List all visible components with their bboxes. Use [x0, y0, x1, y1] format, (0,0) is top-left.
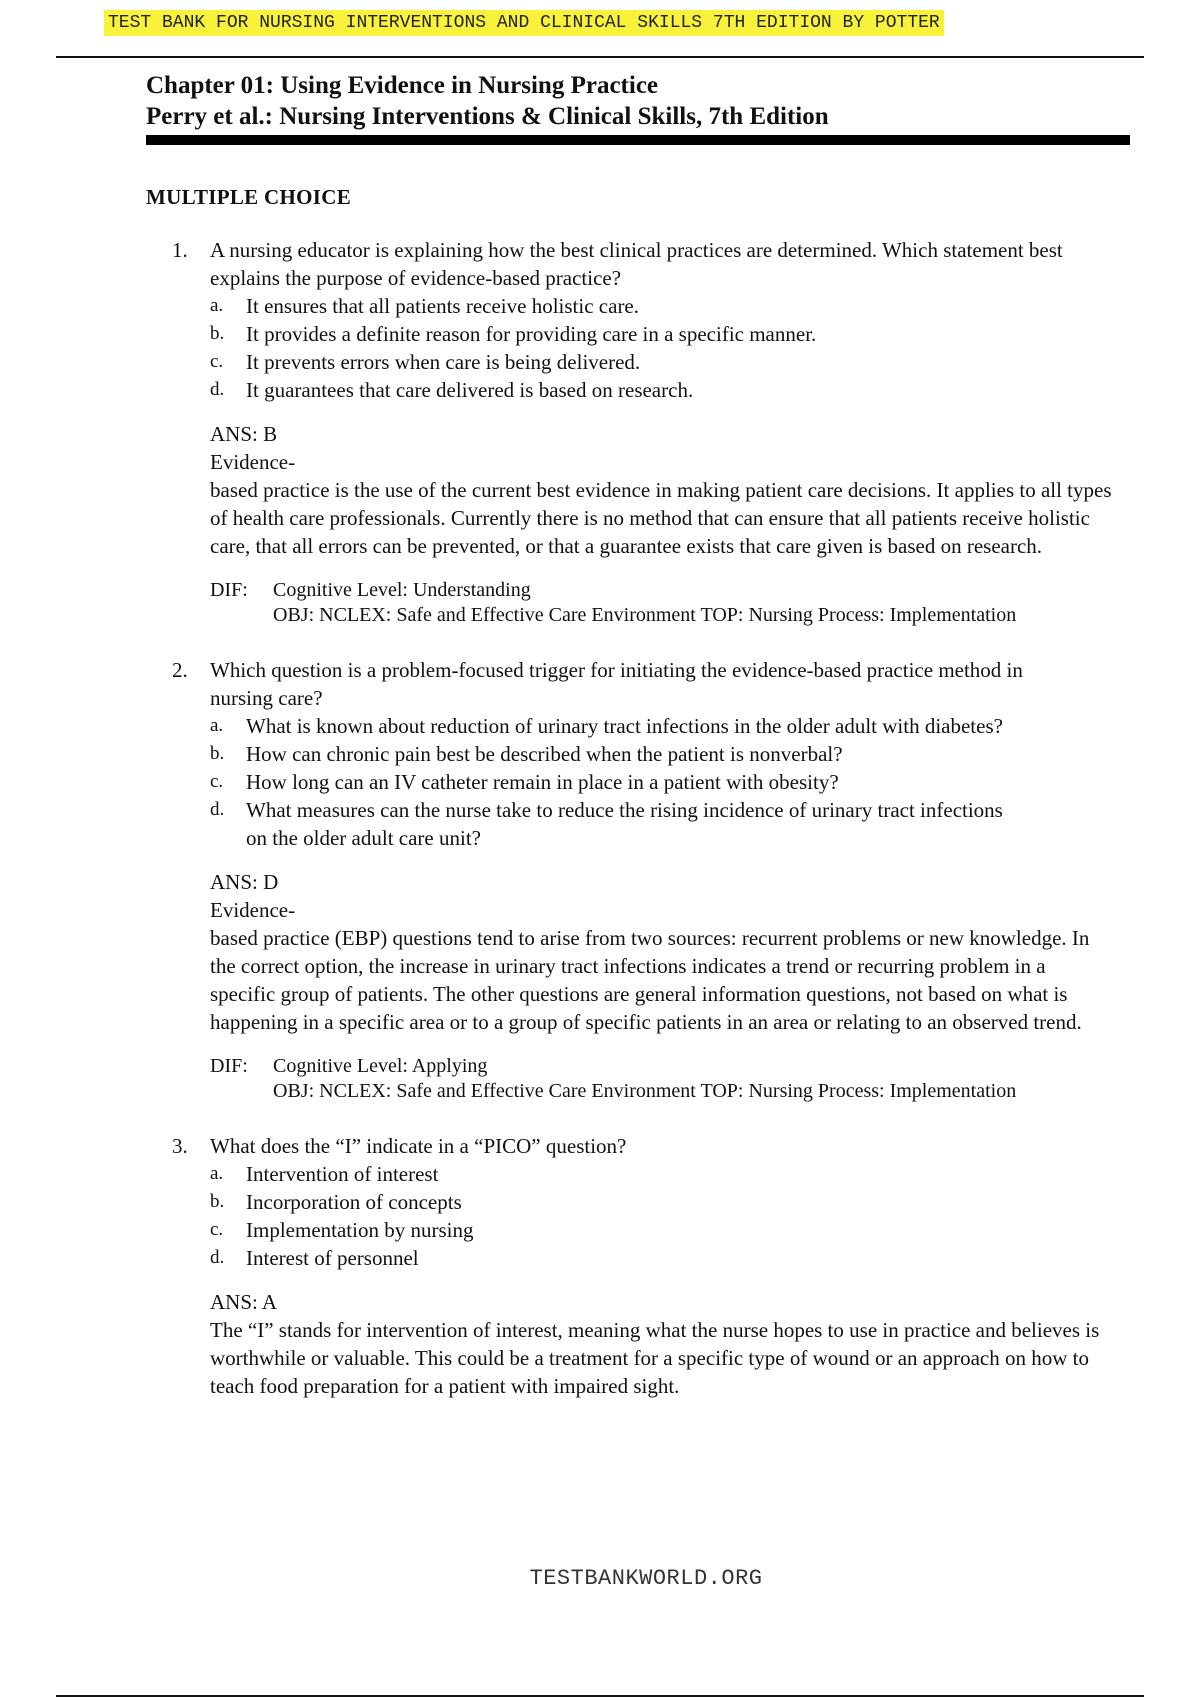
choice-text: What measures can the nurse take to reduce the rising incidence of urinary tract infections on the older adult care unit?: [246, 798, 1003, 850]
question-number: 3.: [172, 1134, 188, 1158]
dif-value: Cognitive Level: Understanding: [273, 579, 531, 601]
choice-letter: d.: [210, 379, 225, 400]
question-3: [0, 1132, 1200, 1400]
choice-letter: a.: [210, 1163, 224, 1184]
section-title: MULTIPLE CHOICE: [146, 185, 352, 209]
choice-letter: d.: [210, 799, 225, 820]
choice-a: [210, 292, 1200, 320]
choice-letter: c.: [210, 771, 224, 792]
choice-d: [210, 1244, 1200, 1272]
answer-key: ANS: D: [210, 870, 279, 894]
choice-text: How long can an IV catheter remain in place in a patient with obesity?: [246, 770, 839, 794]
question-1: [0, 236, 1200, 628]
choice-a: [210, 1160, 1200, 1188]
choice-d: [210, 796, 1200, 852]
choice-text: Incorporation of concepts: [246, 1190, 462, 1214]
choice-b: [210, 1188, 1200, 1216]
choice-c: [210, 348, 1200, 376]
test-bank-banner: TEST BANK FOR NURSING INTERVENTIONS AND CLINICAL SKILLS 7TH EDITION BY POTTER: [104, 10, 944, 36]
rationale: based practice is the use of the current best evidence in making patient care decisions. It applies to all types of health care professionals. Currently there is no method that can ensure that all patients receive holistic care, that all errors can be prevented, or that a guarantee exists that care given is based on research.: [210, 478, 1112, 558]
choice-letter: a.: [210, 715, 224, 736]
top-divider: [56, 56, 1144, 58]
choice-text: It ensures that all patients receive holistic care.: [246, 294, 640, 318]
question-metadata: [210, 578, 1200, 628]
dif-label: DIF:: [210, 579, 248, 601]
question-stem: What does the “I” indicate in a “PICO” question?: [210, 1134, 627, 1158]
question-2: [0, 656, 1200, 1104]
choice-letter: b.: [210, 323, 225, 344]
question-number: 1.: [172, 238, 188, 262]
rationale-head: Evidence-: [210, 898, 296, 922]
header-rule: [146, 135, 1130, 145]
dif-value: Cognitive Level: Applying: [273, 1055, 488, 1077]
answer-key: ANS: A: [210, 1290, 278, 1314]
choice-text: Intervention of interest: [246, 1162, 439, 1186]
question-number: 2.: [172, 658, 188, 682]
chapter-title: Chapter 01: Using Evidence in Nursing Practice: [146, 72, 659, 99]
choice-text: What is known about reduction of urinary tract infections in the older adult with diabetes?: [246, 714, 1003, 738]
choice-letter: b.: [210, 743, 225, 764]
choice-b: [210, 320, 1200, 348]
question-metadata: [210, 1054, 1200, 1104]
choice-text: How can chronic pain best be described when the patient is nonverbal?: [246, 742, 843, 766]
choice-letter: a.: [210, 295, 224, 316]
choice-text: Interest of personnel: [246, 1246, 419, 1270]
rationale-head: Evidence-: [210, 450, 296, 474]
choice-letter: c.: [210, 1219, 224, 1240]
obj-value: OBJ: NCLEX: Safe and Effective Care Environment TOP: Nursing Process: Implementation: [273, 1080, 1017, 1102]
dif-label: DIF:: [210, 1055, 248, 1077]
choice-letter: b.: [210, 1191, 225, 1212]
choice-text: It provides a definite reason for providing care in a specific manner.: [246, 322, 817, 346]
chapter-header: [146, 70, 1130, 145]
choice-c: [210, 768, 1200, 796]
choice-text: It guarantees that care delivered is based on research.: [246, 378, 694, 402]
answer-key: ANS: B: [210, 422, 278, 446]
question-stem: A nursing educator is explaining how the best clinical practices are determined. Which statement best explains the purpose of evidence-based practice?: [210, 238, 1063, 290]
question-stem: Which question is a problem-focused trigger for initiating the evidence-based practice method in nursing care?: [210, 658, 1023, 710]
choice-text: Implementation by nursing: [246, 1218, 474, 1242]
choice-c: [210, 1216, 1200, 1244]
choice-text: It prevents errors when care is being delivered.: [246, 350, 641, 374]
question-list: [0, 236, 1200, 1400]
choice-letter: c.: [210, 351, 224, 372]
choice-d: [210, 376, 1200, 404]
bottom-divider: [56, 1695, 1144, 1697]
rationale: The “I” stands for intervention of interest, meaning what the nurse hopes to use in practice and believes is worthwhile or valuable. This could be a treatment for a specific type of wound or an approach on how to teach food preparation for a patient with impaired sight.: [210, 1318, 1100, 1398]
choice-a: [210, 712, 1200, 740]
book-title: Perry et al.: Nursing Interventions & Clinical Skills, 7th Edition: [146, 103, 829, 130]
choice-letter: d.: [210, 1247, 225, 1268]
choice-b: [210, 740, 1200, 768]
rationale: based practice (EBP) questions tend to arise from two sources: recurrent problems or new knowledge. In the correct option, the increase in urinary tract infections indicates a trend or recurring problem in a specific group of patients. The other questions are general information questions, not based on what is happening in a specific area or to a group of specific patients in an area or relating to an observed trend.: [210, 926, 1090, 1034]
obj-value: OBJ: NCLEX: Safe and Effective Care Environment TOP: Nursing Process: Implementation: [273, 604, 1017, 626]
footer-watermark: TESTBANKWORLD.ORG: [529, 1566, 763, 1591]
